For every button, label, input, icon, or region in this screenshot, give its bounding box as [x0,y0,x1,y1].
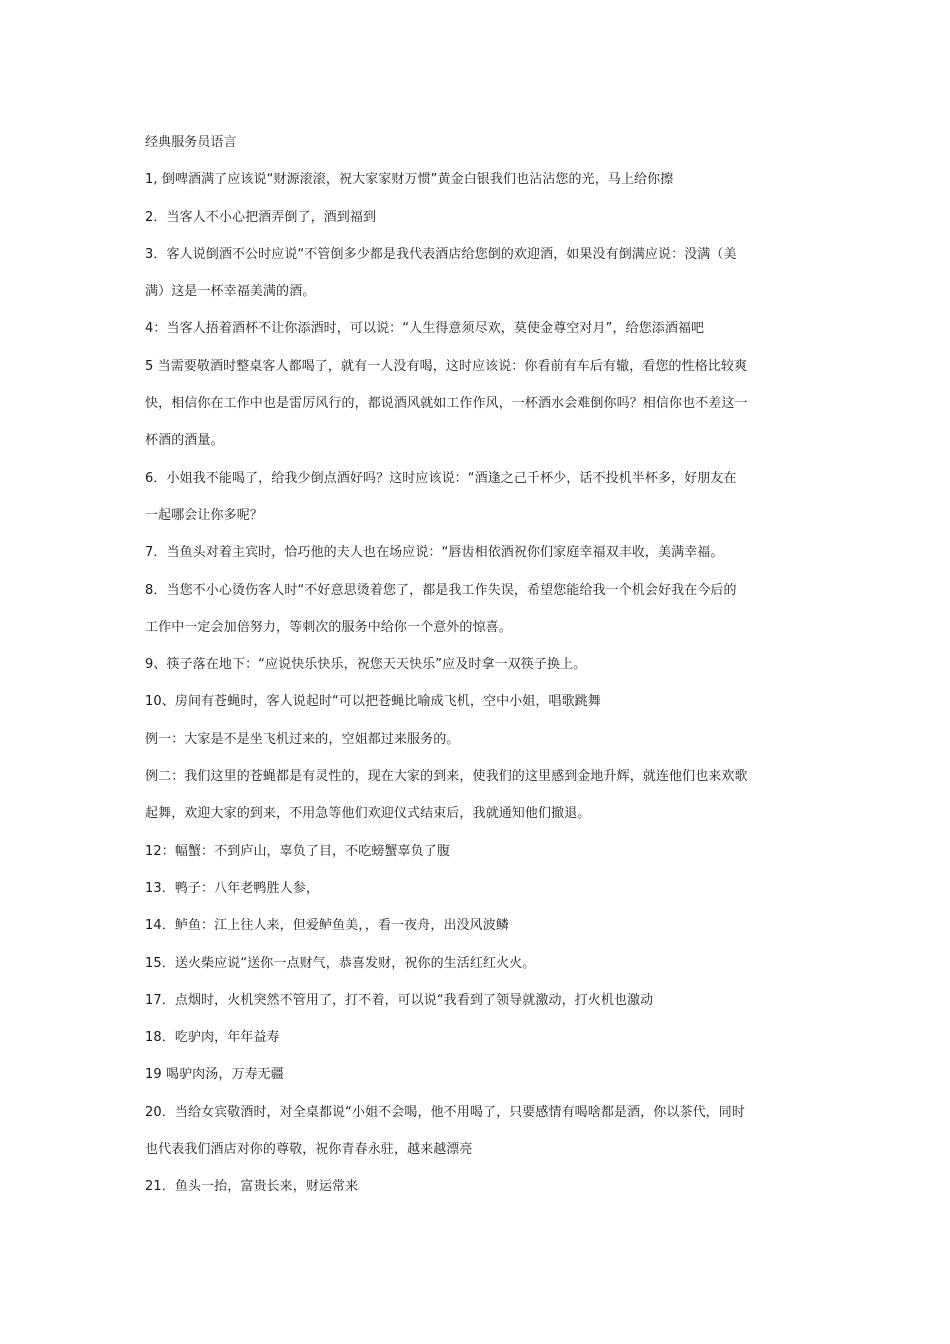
text-line: 12：幅蟹：不到庐山，辜负了目，不吃螃蟹辜负了腹 [145,843,450,859]
text-line: 8．当您不小心烫伤客人时“不好意思烫着您了，都是我工作失误，希望您能给我一个机会好我在今后的 [145,582,737,598]
text-line: 3．客人说倒酒不公时应说“不管倒多少都是我代表酒店给您倒的欢迎酒，如果没有倒满应说：没满（美 [145,246,737,262]
text-line: 快，相信你在工作中也是雷厉风行的，都说酒风就如工作作风，一杯酒水会难倒你吗？相信你也不差这一 [145,396,748,412]
text-line: 4：当客人捂着酒杯不让你添酒时，可以说：“人生得意须尽欢，莫使金尊空对月”，给您添酒福吧 [145,321,705,337]
text-line: 10、房间有苍蝇时，客人说起时“可以把苍蝇比喻成飞机，空中小姐，唱歌跳舞 [145,694,601,710]
text-line: 21．鱼头一抬，富贵长来，财运常来 [145,1179,359,1195]
text-line: 6．小姐我不能喝了，给我少倒点酒好吗？这时应该说：“酒逢之己千杯少，话不投机半杯多，好朋友在 [145,470,737,486]
text-line: 20．当给女宾敬酒时，对全桌都说“小姐不会喝，他不用喝了，只要感情有喝啥都是酒，你以茶代，同时 [145,1104,745,1120]
text-line: 例一：大家是不是坐飞机过来的，空姐都过来服务的。 [145,731,460,747]
text-line: 1, 倒啤酒满了应该说“财源滚滚，祝大家家财万惯”黄金白银我们也沾沾您的光，马上给你擦 [145,172,674,188]
text-line: 例二：我们这里的苍蝇都是有灵性的，现在大家的到来，使我们的这里感到金地升辉，就连他们也来欢歌 [145,769,748,785]
text-line: 杯酒的酒量。 [145,433,224,449]
text-line: 2．当客人不小心把酒弄倒了，酒到福到 [145,209,377,225]
text-line: 起舞，欢迎大家的到来，不用急等他们欢迎仪式结束后，我就通知他们撤退。 [145,806,591,822]
text-line: 14．鲈鱼：江上往人来，但爱鲈鱼美，，看一夜舟，出没风波鳞 [145,918,509,934]
text-line: 也代表我们酒店对你的尊敬，祝你青春永驻，越来越漂亮 [145,1142,473,1158]
text-line: 17．点烟时，火机突然不管用了，打不着，可以说“我看到了领导就激动，打火机也激动 [145,992,654,1008]
text-line: 一起哪会让你多呢？ [145,507,263,523]
document-body [145,124,810,1206]
text-line: 9、筷子落在地下：“应说快乐快乐，祝您天天快乐”应及时拿一双筷子换上。 [145,657,587,673]
text-line: 18．吃驴肉，年年益寿 [145,1030,280,1046]
text-line: 13．鸭子：八年老鸭胜人参， [145,880,319,896]
text-line: 满）这是一杯幸福美满的酒。 [145,284,316,300]
text-line: 5 当需要敬酒时整桌客人都喝了，就有一人没有喝，这时应该说：你看前有车后有辙，看您的性格比较爽 [145,358,748,374]
document-title: 经典服务员语言 [145,135,237,150]
text-line: 15．送火柴应说“送你一点财气，恭喜发财，祝你的生活红红火火。 [145,955,536,971]
text-line: 19 喝驴肉汤，万寿无疆 [145,1067,284,1083]
text-line: 7．当鱼头对着主宾时，恰巧他的夫人也在场应说：“唇齿相依酒祝你们家庭幸福双丰收，美满幸福。 [145,545,724,561]
text-line: 工作中一定会加倍努力，等刺次的服务中给你一个意外的惊喜。 [145,619,512,635]
